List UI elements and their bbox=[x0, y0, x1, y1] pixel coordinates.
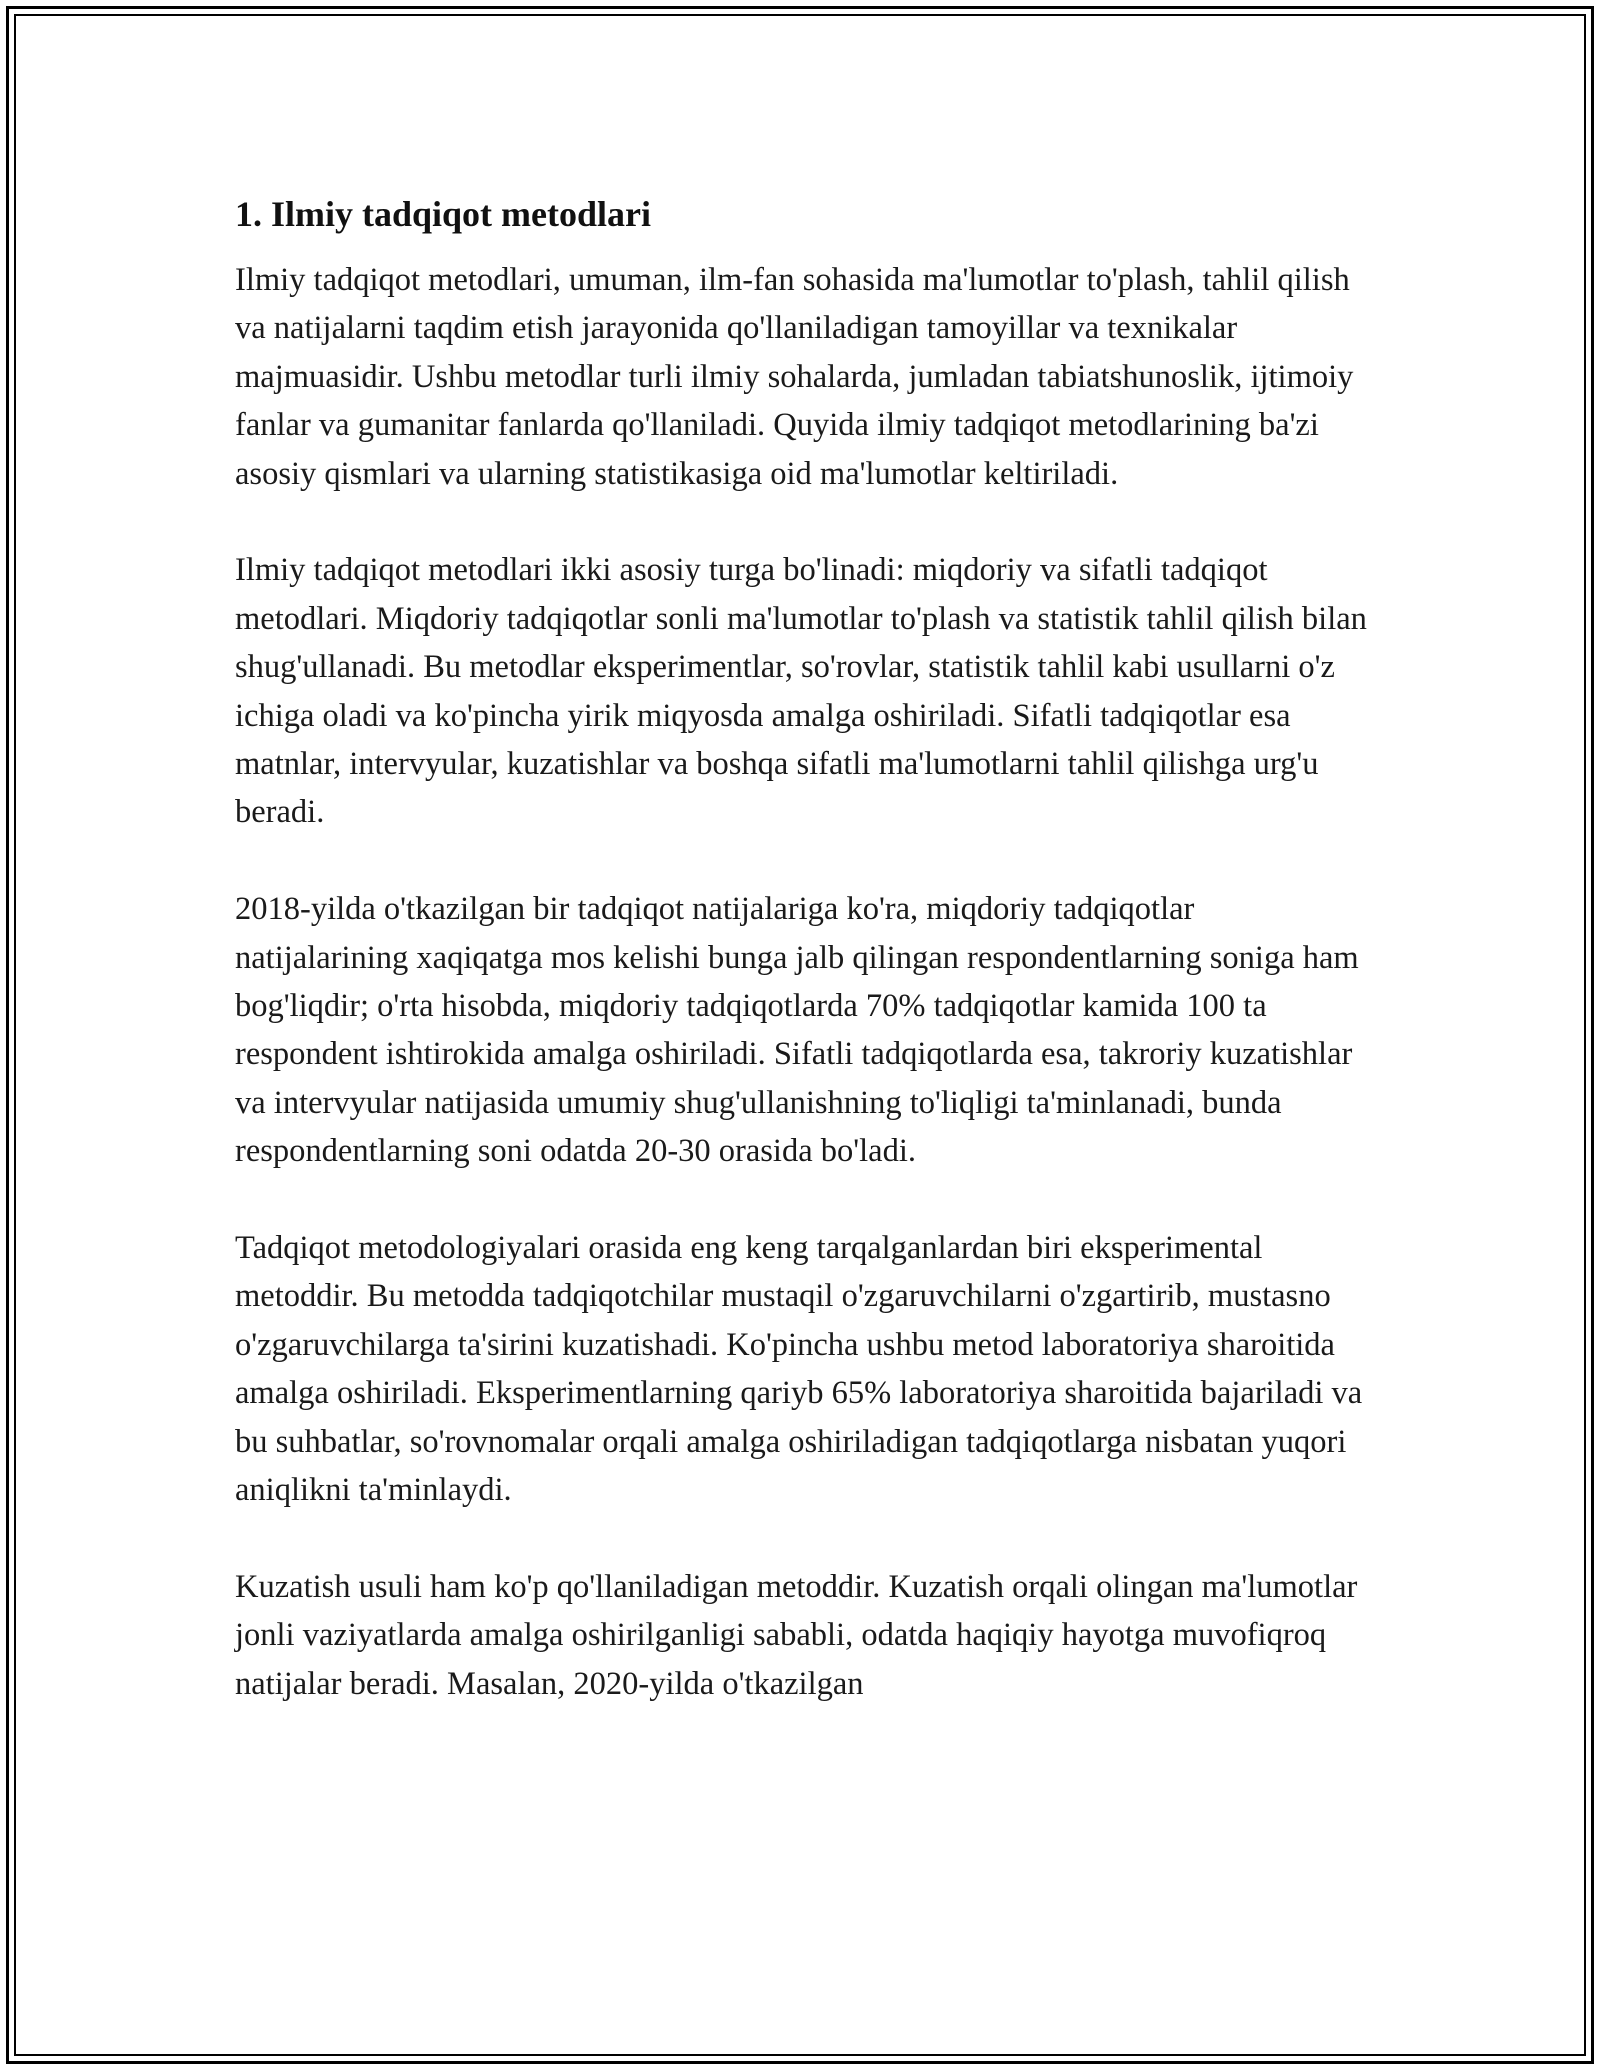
paragraph-method-types: Ilmiy tadqiqot metodlari ikki asosiy turga bo'linadi: miqdoriy va sifatli tadqiqot metodlari. Miqdoriy tadqiqotlar sonli ma'lumotlar to'plash va statistik tahlil qilish bilan shug'ullanadi. Bu metodlar eksperimentlar, so'rovlar, statistik tahlil kabi usullarni o'z ichiga oladi va ko'pincha yirik miqyosda amalga oshiriladi. Sifatli tadqiqotlar esa matnlar, intervyular, kuzatishlar va boshqa sifatli ma'lumotlarni tahlil qilishga urg'u beradi. bbox=[235, 552, 1367, 831]
paragraph-intro: Ilmiy tadqiqot metodlari, umuman, ilm-fan sohasida ma'lumotlar to'plash, tahlil qilish va natijalarni taqdim etish jarayonida qo'llaniladigan tamoyillar va texnikalar majmuasidir. Ushbu metodlar turli ilmiy sohalarda, jumladan tabiatshunoslik, ijtimoiy fanlar va gumanitar fanlarda qo'llaniladi. Quyida ilmiy tadqiqot metodlarining ba'zi asosiy qismlari va ularning statistikasiga oid ma'lumotlar keltiriladi. bbox=[235, 262, 1354, 492]
paragraph-statistics-2018: 2018-yilda o'tkazilgan bir tadqiqot natijalariga ko'ra, miqdoriy tadqiqotlar natijalarining xaqiqatga mos kelishi bunga jalb qilingan respondentlarning soniga ham bog'liqdir; o'rta hisobda, miqdoriy tadqiqotlarda 70% tadqiqotlar kamida 100 ta respondent ishtirokida amalga oshiriladi. Sifatli tadqiqotlarda esa, takroriy kuzatishlar va intervyular natijasida umumiy shug'ullanishning to'liqligi ta'minlanadi, bunda respondentlarning soni odatda 20-30 orasida bo'ladi. bbox=[235, 891, 1359, 1170]
document-body bbox=[235, 186, 1375, 1708]
paragraph-experimental-method: Tadqiqot metodologiyalari orasida eng keng tarqalganlardan biri eksperimental metoddir. Bu metodda tadqiqotchilar mustaqil o'zgaruvchilarni o'zgartirib, mustasno o'zgaruvchilarga ta'sirini kuzatishadi. Ko'pincha ushbu metod laboratoriya sharoitida amalga oshiriladi. Eksperimentlarning qariyb 65% laboratoriya sharoitida bajariladi va bu suhbatlar, so'rovnomalar orqali amalga oshiriladigan tadqiqotlarga nisbatan yuqori aniqlikni ta'minlaydi. bbox=[235, 1230, 1363, 1509]
paragraph-observation-method: Kuzatish usuli ham ko'p qo'llaniladigan metoddir. Kuzatish orqali olingan ma'lumotlar jonli vaziyatlarda amalga oshirilganligi sababli, odatda haqiqiy hayotga muvofiqroq natijalar beradi. Masalan, 2020-yilda o'tkazilgan bbox=[235, 1568, 1358, 1702]
section-title: 1. Ilmiy tadqiqot metodlari bbox=[235, 194, 652, 234]
